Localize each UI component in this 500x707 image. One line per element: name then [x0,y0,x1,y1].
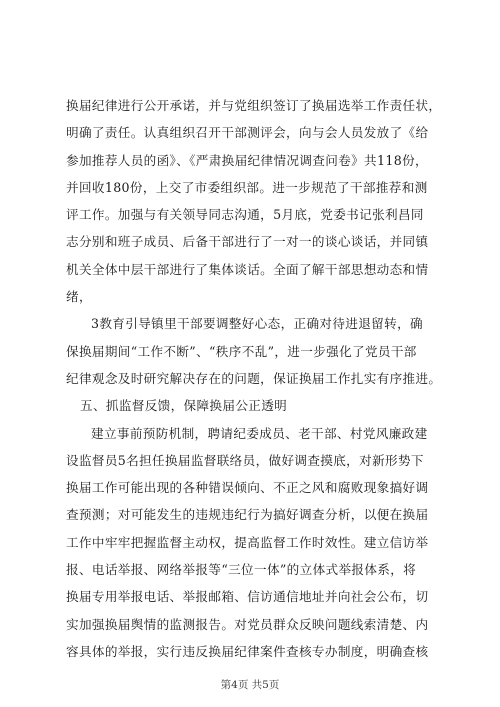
paragraph-line: 建立事前预防机制，聘请纪委成员、老干部、村党风廉政建 [91,425,428,441]
body-paragraph [66,92,442,310]
paragraph-line: 报、电话举报、网络举报等“三位一体”的立体式举报体系，将 [66,562,417,578]
paragraph-line: 换届专用举报电话、举报邮箱、信访通信地址并向社会公布，切 [66,589,429,605]
paragraph-line: 绪， [66,289,92,305]
heading-text: 五、抓监督反馈，保障换届公正透明 [80,398,288,414]
document-body [66,92,442,665]
paragraph-line: 志分别和班子成员、后备干部进行了一对一的谈心谈话，并同镇 [66,234,429,250]
paragraph-line: 参加推荐人员的函》、《严肃换届纪律情况调查问卷》共118份， [66,152,428,168]
paragraph-line: 实加强换届舆情的监测报告。对党员群众反映问题线索清楚、内 [66,616,429,632]
paragraph-line: 容具体的举报，实行违反换届纪律案件查核专办制度，明确查核 [66,643,429,659]
paragraph-line: 换届工作可能出现的各种错误倾向、不正之风和腐败现象搞好调 [66,480,429,496]
paragraph-line: 3教育引导镇里干部要调整好心态，正确对待进退留转，确 [91,316,423,332]
paragraph-line: 保换届期间“工作不断”、“秩序不乱”，进一步强化了党员干部 [66,343,417,359]
body-paragraph [66,420,438,666]
paragraph-line: 评工作。加强与有关领导同志沟通，5月底，党委书记张利昌同 [66,207,424,223]
paragraph-line: 工作中牢牢把握监督主动权，提高监督工作时效性。建立信访举 [66,534,429,550]
body-paragraph [66,310,442,392]
paragraph-line: 明确了责任。认真组织召开干部测评会，向与会人员发放了《给 [66,125,429,141]
paragraph-line: 机关全体中层干部进行了集体谈话。全面了解干部思想动态和情 [66,261,429,277]
page-footer: 第4页 共5页 [220,679,280,691]
paragraph-line: 查预测；对可能发生的违规违纪行为搞好调查分析，以便在换届 [66,507,429,523]
paragraph-line: 并回收180份，上交了市委组织部。进一步规范了干部推荐和测 [66,179,428,195]
section-heading [66,392,438,419]
paragraph-line: 设监督员5名担任换届监督联络员，做好调查摸底，对新形势下 [66,452,424,468]
paragraph-line: 纪律观念及时研究解决存在的问题，保证换届工作扎实有序推进。 [66,370,442,386]
paragraph-line: 换届纪律进行公开承诺，并与党组织签订了换届选举工作责任状， [66,98,442,113]
